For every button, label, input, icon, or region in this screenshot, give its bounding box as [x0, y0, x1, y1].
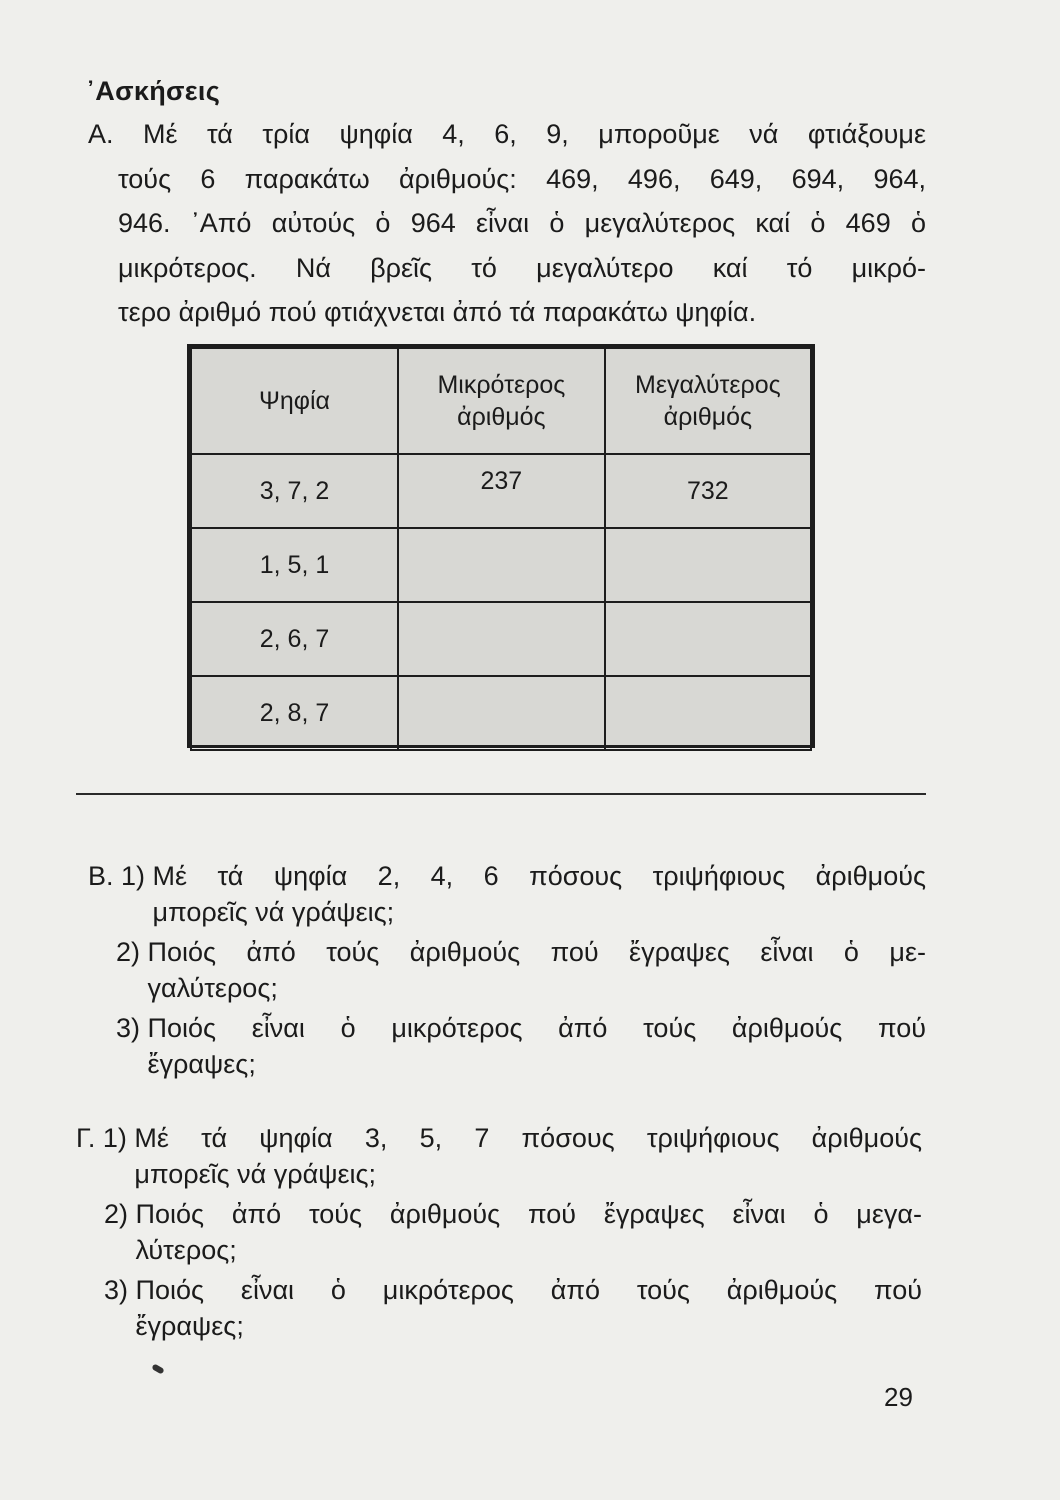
- cell-smallest[interactable]: [398, 602, 605, 676]
- exercise-b-q1: [88, 858, 926, 930]
- exercise-a-line: μικρότερος. Νά βρεῖς τό μεγαλύτερο καί τό μικρό-: [118, 252, 926, 283]
- exercise-c-q3: [104, 1272, 922, 1344]
- cell-largest[interactable]: [605, 528, 811, 602]
- question-text: μπορεῖς νά γράψεις;: [134, 1159, 377, 1189]
- cell-digits: 2, 8, 7: [191, 676, 398, 750]
- question-text: ἔγραψες;: [147, 1049, 256, 1079]
- question-text: Ποιός εἶναι ὁ μικρότερος ἀπό τούς ἀριθμούς πού: [135, 1275, 922, 1305]
- table-row: [191, 454, 811, 528]
- header-smallest: Μικρότερος ἀριθμός: [398, 348, 605, 454]
- exercise-b-q3: [116, 1010, 926, 1082]
- exercise-a-text: [88, 112, 926, 335]
- question-text: Μέ τά ψηφία 2, 4, 6 πόσους τριψήφιους ἀριθμούς: [152, 861, 926, 891]
- digits-table: [187, 344, 815, 748]
- cell-digits: 1, 5, 1: [191, 528, 398, 602]
- exercise-a-line: Α. Μέ τά τρία ψηφία 4, 6, 9, μποροῦμε νά φτιάξουμε: [88, 119, 926, 149]
- table-row: [191, 676, 811, 750]
- question-text: λύτερος;: [135, 1235, 237, 1265]
- exercises-heading: ᾿Ασκήσεις: [86, 76, 221, 106]
- header-digits: Ψηφία: [191, 348, 398, 454]
- exercise-b-q2: [116, 934, 926, 1006]
- cell-largest: 732: [605, 454, 811, 528]
- question-label: 2): [116, 937, 148, 967]
- question-label: Γ. 1): [76, 1123, 135, 1153]
- exercise-a-line: 946. ᾿Από αὐτούς ὁ 964 εἶναι ὁ μεγαλύτερος καί ὁ 469 ὁ: [118, 208, 926, 238]
- header-largest: Μεγαλύτερος ἀριθμός: [605, 348, 811, 454]
- question-label: 3): [116, 1013, 148, 1043]
- cell-largest[interactable]: [605, 676, 811, 750]
- exercise-c-q1: [76, 1120, 922, 1192]
- question-text: ἔγραψες;: [135, 1311, 244, 1341]
- question-text: Ποιός εἶναι ὁ μικρότερος ἀπό τούς ἀριθμούς πού: [147, 1013, 926, 1043]
- page-number: 29: [884, 1382, 913, 1412]
- table-header-row: [191, 348, 811, 454]
- question-text: γαλύτερος;: [147, 973, 278, 1003]
- table-row: [191, 528, 811, 602]
- question-label: 3): [104, 1275, 136, 1305]
- cell-digits: 2, 6, 7: [191, 602, 398, 676]
- question-text: Ποιός ἀπό τούς ἀριθμούς πού ἔγραψες εἶναι ὁ μεγα-: [135, 1199, 922, 1229]
- question-text: μπορεῖς νά γράψεις;: [152, 897, 395, 927]
- table-row: [191, 602, 811, 676]
- section-divider: [76, 793, 926, 795]
- question-label: Β. 1): [88, 861, 153, 891]
- question-text: Ποιός ἀπό τούς ἀριθμούς πού ἔγραψες εἶναι ὁ με-: [147, 937, 926, 967]
- cell-digits: 3, 7, 2: [191, 454, 398, 528]
- cell-smallest: 237: [398, 454, 605, 528]
- exercise-c-q2: [104, 1196, 922, 1268]
- cell-smallest[interactable]: [398, 676, 605, 750]
- exercise-a-line: τούς 6 παρακάτω ἀριθμούς: 469, 496, 649, 694, 964,: [118, 163, 926, 194]
- ink-mark: [151, 1363, 164, 1374]
- question-text: Μέ τά ψηφία 3, 5, 7 πόσους τριψήφιους ἀριθμούς: [134, 1123, 922, 1153]
- question-label: 2): [104, 1199, 136, 1229]
- cell-largest[interactable]: [605, 602, 811, 676]
- cell-smallest[interactable]: [398, 528, 605, 602]
- exercise-a-line: τερο ἀριθμό πού φτιάχνεται ἀπό τά παρακάτω ψηφία.: [118, 297, 757, 327]
